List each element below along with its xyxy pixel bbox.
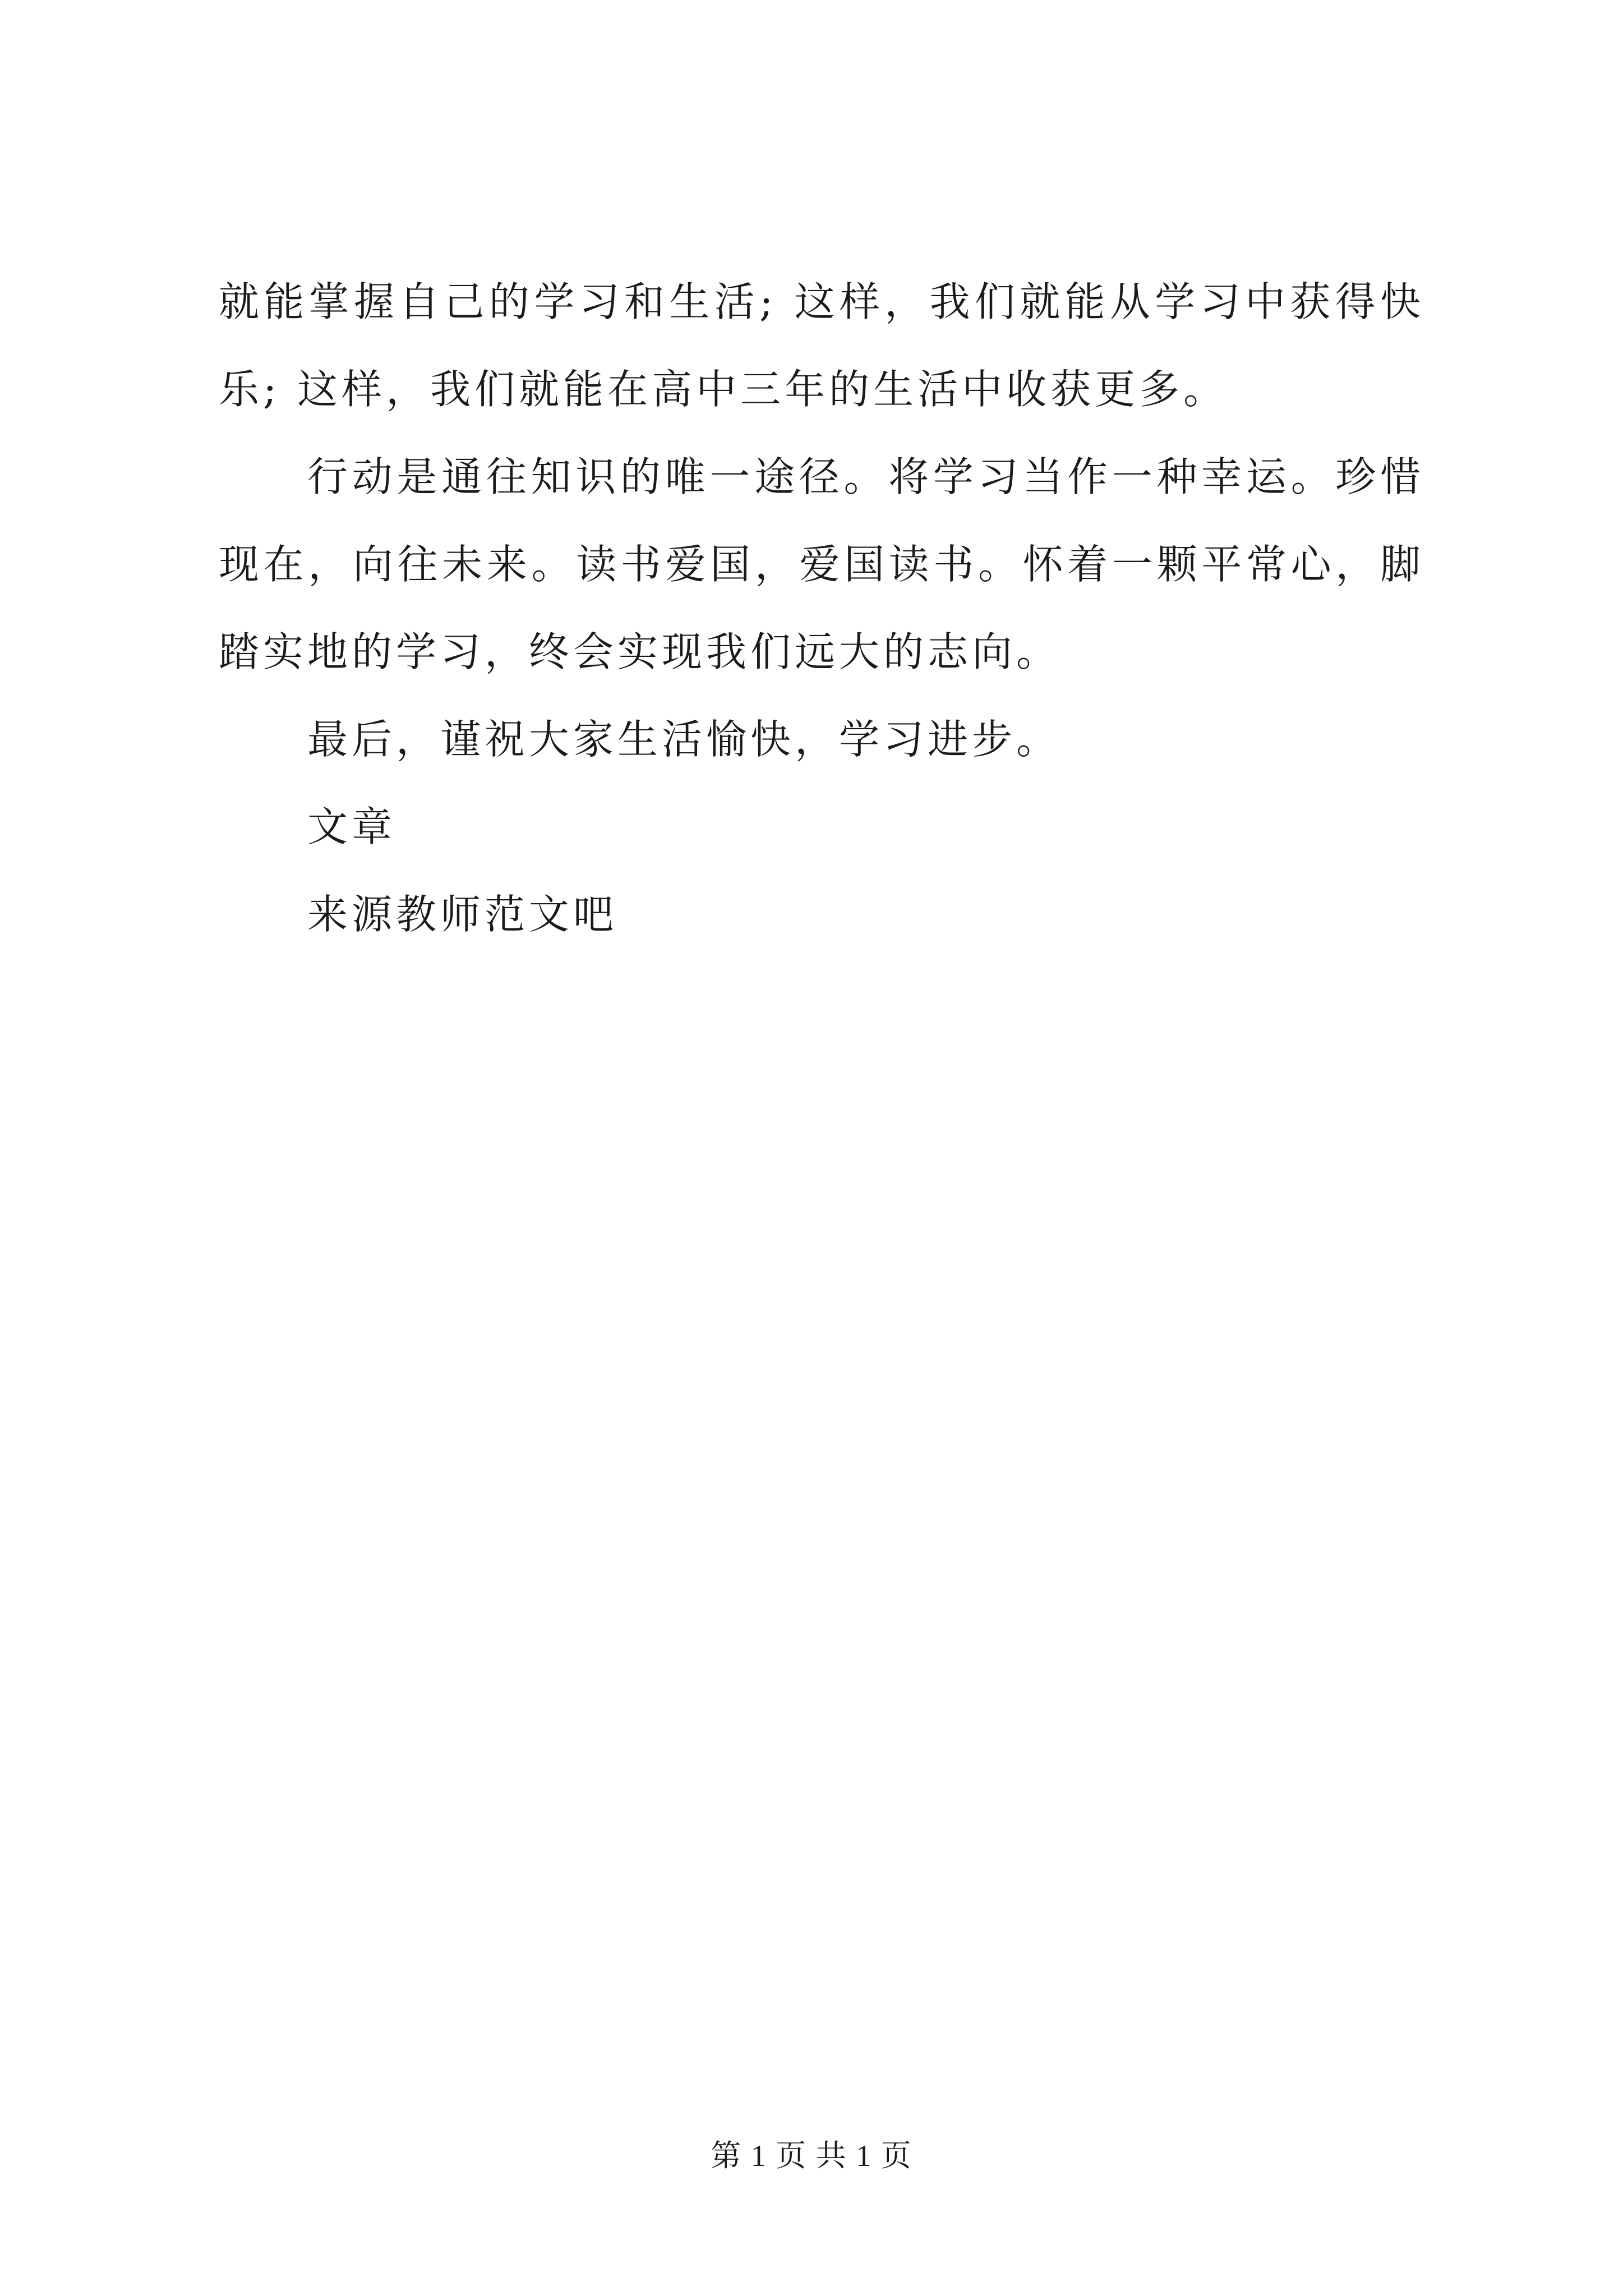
paragraph-source: 来源教师范文吧 — [307, 891, 618, 938]
paragraph-continuation: 就能掌握自己的学习和生活; 这样，我们就能从学习中获得快乐; 这样，我们就能在高中三年的生活中收获更多。 — [219, 278, 1424, 413]
page-number-footer: 第 1 页 共 1 页 — [711, 2139, 912, 2173]
paragraph-action: 行动是通往知识的唯一途径。将学习当作一种幸运。珍惜现在，向往未来。读书爱国，爱国读书。怀着一颗平常心，脚踏实地的学习，终会实现我们远大的志向。 — [219, 453, 1424, 675]
paragraph-article-label: 文章 — [307, 803, 396, 850]
paragraph-closing-wish: 最后，谨祝大家生活愉快，学习进步。 — [307, 716, 1061, 763]
document-body — [219, 258, 1424, 958]
